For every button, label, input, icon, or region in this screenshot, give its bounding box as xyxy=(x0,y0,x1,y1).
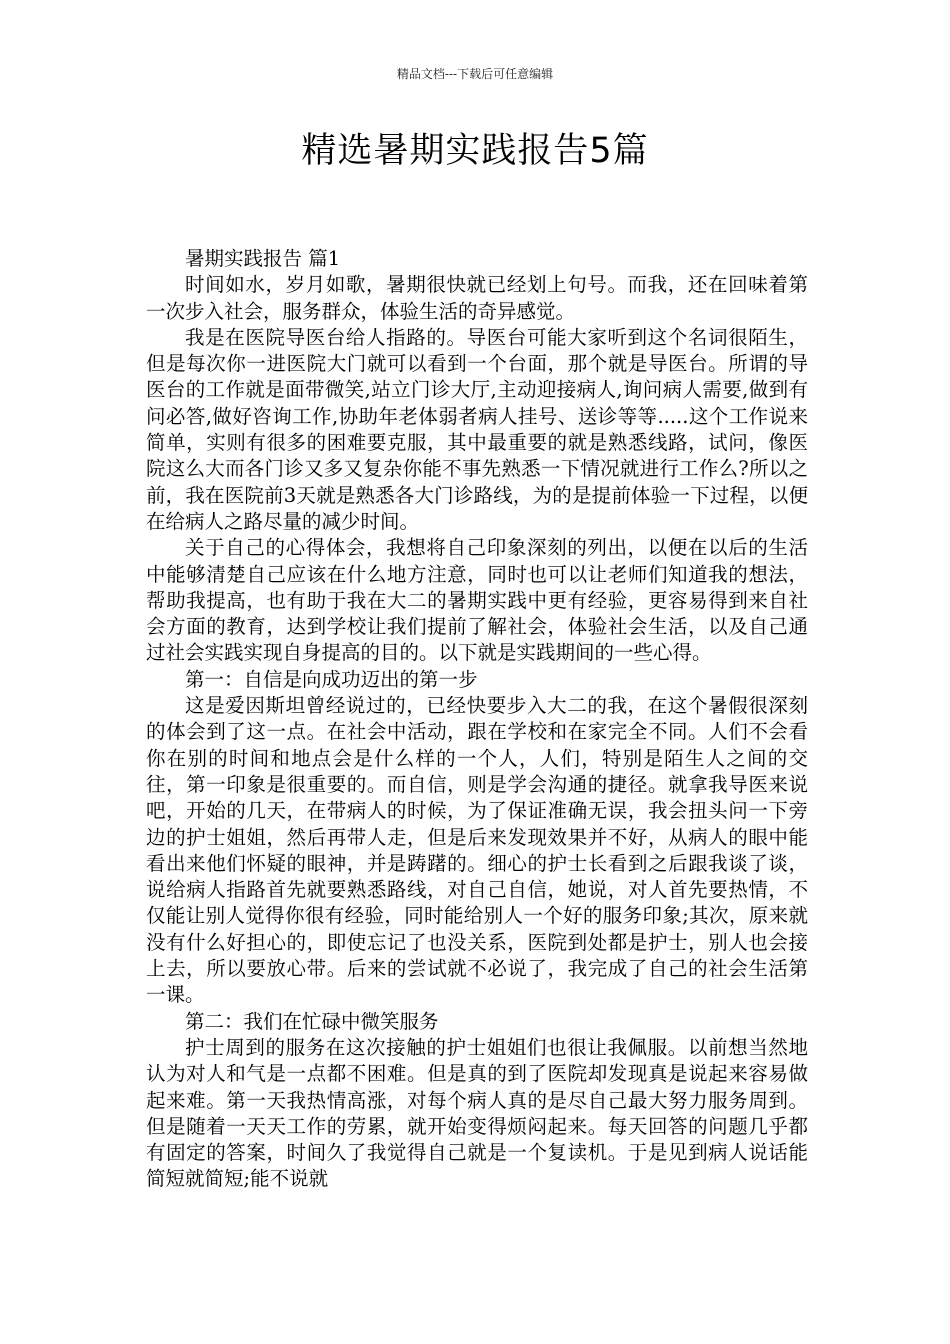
document-body xyxy=(146,246,808,1193)
paragraph: 这是爱因斯坦曾经说过的，已经快要步入大二的我，在这个暑假很深刻的体会到了这一点。在社会中活动，跟在学校和在家完全不同。人们不会看你在别的时间和地点会是什么样的一个人，人们，特别是陌生人之间的交往，第一印象是很重要的。而自信，则是学会沟通的捷径。就拿我导医来说吧，开始的几天，在带病人的时候，为了保证准确无误，我会扭头问一下旁边的护士姐姐，然后再带人走，但是后来发现效果并不好，从病人的眼中能看出来他们怀疑的眼神，并是踌躇的。细心的护士长看到之后跟我谈了谈，说给病人指路首先就要熟悉路线，对自己自信，她说，对人首先要热情，不仅能让别人觉得你很有经验，同时能给别人一个好的服务印象;其次，原来就没有什么好担心的，即使忘记了也没关系，医院到处都是护士，别人也会接上去，所以要放心带。后来的尝试就不必说了，我完成了自己的社会生活第一课。 xyxy=(146,694,808,1007)
subheading: 第一：自信是向成功迈出的第一步 xyxy=(185,667,478,691)
header-note: 精品文档---下载后可任意编辑 xyxy=(396,67,554,81)
subheading: 第二：我们在忙碌中微笑服务 xyxy=(185,1009,439,1033)
document-title: 精选暑期实践报告5篇 xyxy=(301,131,649,171)
paragraph: 护士周到的服务在这次接触的护士姐姐们也很让我佩服。以前想当然地认为对人和气是一点都不困难。但是真的到了医院却发现真是说起来容易做起来难。第一天我热情高涨，对每个病人真的是尽自己最大努力服务周到。但是随着一天天工作的劳累，就开始变得烦闷起来。每天回答的问题几乎都有固定的答案，时间久了我觉得自己就是一个复读机。于是见到病人说话能简短就简短;能不说就 xyxy=(146,1035,808,1191)
section-heading: 暑期实践报告 篇1 xyxy=(185,247,341,270)
paragraph: 关于自己的心得体会，我想将自己印象深刻的列出，以便在以后的生活中能够清楚自己应该在什么地方注意，同时也可以让老师们知道我的想法，帮助我提高，也有助于我在大二的暑期实践中更有经验，更容易得到来自社会方面的教育，达到学校让我们提前了解社会，体验社会生活，以及自己通过社会实践实现自身提高的目的。以下就是实践期间的一些心得。 xyxy=(146,536,808,665)
paragraph: 我是在医院导医台给人指路的。导医台可能大家听到这个名词很陌生，但是每次你一进医院大门就可以看到一个台面，那个就是导医台。所谓的导医台的工作就是面带微笑,站立门诊大厅,主动迎接病人,询问病人需要,做到有问必答,做好咨询工作,协助年老体弱者病人挂号、送诊等等.....这个工作说来简单，实则有很多的困难要克服，其中最重要的就是熟悉线路，试问，像医院这么大而各门诊又多又复杂你能不事先熟悉一下情况就进行工作么?所以之前，我在医院前3天就是熟悉各大门诊路线，为的是提前体验一下过程，以便在给病人之路尽量的减少时间。 xyxy=(146,325,808,533)
paragraph: 时间如水，岁月如歌，暑期很快就已经划上句号。而我，还在回味着第一次步入社会，服务群众，体验生活的奇异感觉。 xyxy=(146,273,808,323)
